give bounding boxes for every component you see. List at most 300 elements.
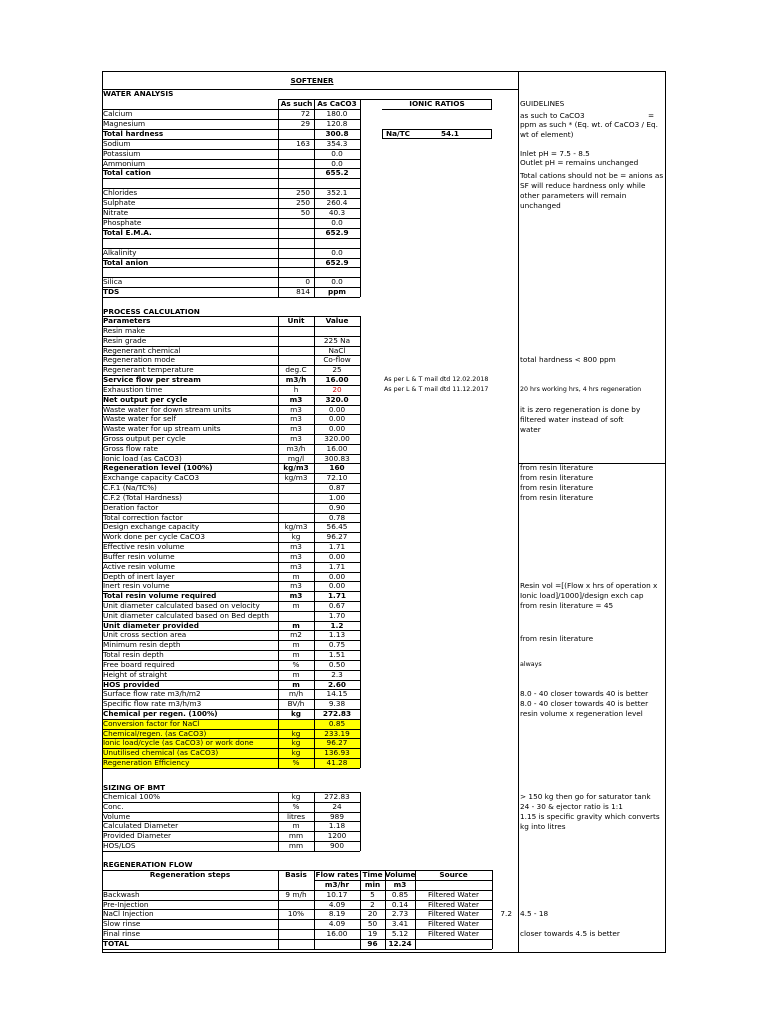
process-row-label: C.F.2 (Total Hardness) bbox=[103, 492, 182, 502]
regen-source: Filtered Water bbox=[428, 929, 479, 939]
water-as-caco3: 0.0 bbox=[331, 217, 343, 227]
water-as-such bbox=[278, 129, 310, 139]
process-row-value: 0.00 bbox=[328, 571, 346, 581]
water-as-caco3: 652.9 bbox=[325, 257, 349, 267]
process-row-unit bbox=[278, 513, 314, 523]
process-row-label: Ionic load/cycle (as CaCO3) or work done bbox=[103, 738, 254, 748]
process-row-value: 233.19 bbox=[324, 728, 350, 738]
water-as-caco3: 354.3 bbox=[326, 138, 348, 148]
water-as-caco3: 0.0 bbox=[331, 247, 343, 257]
bmt-col-divider-c bbox=[360, 792, 361, 851]
water-as-caco3: 260.4 bbox=[326, 198, 348, 208]
process-row-label: Regenerant temperature bbox=[103, 365, 194, 375]
water-as-such bbox=[278, 218, 310, 228]
hours-note: 20 hrs working hrs, 4 hrs regeneration bbox=[520, 385, 642, 393]
process-row-label: Exhaustion time bbox=[103, 384, 163, 394]
water-row-label: Total hardness bbox=[103, 128, 164, 138]
process-row-label: Total correction factor bbox=[103, 512, 183, 522]
regen-source: Filtered Water bbox=[428, 909, 479, 919]
process-row-value: 136.93 bbox=[324, 748, 350, 758]
water-row-label: Magnesium bbox=[103, 118, 146, 128]
process-row-unit bbox=[278, 326, 314, 336]
regen-col-divider bbox=[385, 870, 386, 949]
bmt-note-3: 1.15 is specific gravity which converts kg into litres bbox=[520, 812, 660, 831]
process-row-unit: m2 bbox=[290, 630, 302, 640]
bmt-row-label: Volume bbox=[103, 811, 131, 821]
regen-extra-value bbox=[492, 900, 512, 910]
water-as-caco3: 0.0 bbox=[331, 158, 343, 168]
bmt-row-label: Conc. bbox=[103, 801, 124, 811]
regen-flow-rate: 8.19 bbox=[328, 909, 346, 919]
process-row-label: Unutilised chemical (as CaCO3) bbox=[103, 748, 219, 758]
process-row-value: 0.78 bbox=[328, 512, 346, 522]
regen-source-header: Source bbox=[439, 870, 468, 879]
regen-basis bbox=[278, 919, 314, 929]
process-row-unit: m3 bbox=[290, 551, 302, 561]
bmt-row-value: 989 bbox=[330, 811, 344, 821]
bmt-row-value: 272.83 bbox=[324, 792, 350, 801]
process-row-unit: m bbox=[292, 620, 300, 630]
water-as-such: 250 bbox=[296, 188, 310, 198]
process-row-line bbox=[102, 768, 360, 769]
regen-flow-header: Flow rates bbox=[315, 870, 359, 879]
process-row-unit: m bbox=[292, 640, 300, 650]
as-caco3-header: As CaCO3 bbox=[317, 99, 357, 108]
regen-time-unit: min bbox=[364, 879, 381, 889]
water-as-such bbox=[278, 248, 310, 258]
process-row-value: 0.85 bbox=[328, 718, 346, 728]
process-row-unit: mg/l bbox=[287, 453, 305, 463]
bmt-row-label: Chemical 100% bbox=[103, 792, 161, 801]
bmt-row-value: 1200 bbox=[327, 831, 347, 841]
process-row-value: 320.0 bbox=[325, 394, 349, 404]
process-row-label: Waste water for down stream units bbox=[103, 404, 231, 414]
process-row-unit: kg/m3 bbox=[284, 522, 308, 532]
water-as-caco3: 180.0 bbox=[326, 109, 348, 118]
process-row-unit bbox=[278, 483, 314, 493]
water-as-caco3: 0.0 bbox=[331, 277, 343, 287]
process-row-unit: % bbox=[292, 758, 300, 768]
water-as-such bbox=[278, 178, 310, 188]
ionic-header-line bbox=[382, 109, 492, 110]
process-row-value: 1.71 bbox=[328, 561, 346, 571]
process-row-value: 0.90 bbox=[328, 502, 346, 512]
process-row-label: Total resin volume required bbox=[103, 591, 217, 601]
water-as-such: 0 bbox=[305, 277, 310, 287]
process-row-value: 1.70 bbox=[328, 610, 346, 620]
ionic-ratios-header: IONIC RATIOS bbox=[409, 99, 465, 108]
water-as-caco3: 40.3 bbox=[328, 208, 346, 217]
bmt-row-value: 1.18 bbox=[328, 821, 346, 831]
guideline-line3: Inlet pH = 7.5 - 8.5 bbox=[520, 149, 590, 158]
process-row-value: 96.27 bbox=[326, 738, 348, 748]
literature-note-1: from resin literature bbox=[520, 463, 594, 473]
regen-time: 50 bbox=[367, 919, 378, 929]
process-row-unit: m bbox=[292, 669, 300, 679]
water-as-caco3 bbox=[314, 178, 360, 188]
water-row-label: Sodium bbox=[103, 138, 131, 148]
regen-basis: 9 m/h bbox=[285, 889, 307, 899]
process-row-unit: kg bbox=[291, 738, 301, 748]
process-row-unit: m bbox=[292, 679, 300, 689]
water-row-label: Phosphate bbox=[103, 217, 142, 227]
process-row-value: 1.71 bbox=[328, 542, 346, 552]
bmt-row-unit: m bbox=[292, 821, 300, 831]
regen-volume-unit: m3 bbox=[393, 879, 407, 889]
water-row-label: Total cation bbox=[103, 168, 151, 178]
guideline-line4: Outlet pH = remains unchanged bbox=[520, 158, 639, 167]
guideline-line2: ppm as such * (Eq. wt. of CaCO3 / Eq. wt of element) bbox=[520, 120, 658, 139]
process-row-label: Conversion factor for NaCl bbox=[103, 718, 200, 728]
regen-volume: 5.12 bbox=[391, 929, 409, 939]
process-row-label: Height of straight bbox=[103, 669, 168, 679]
regen-step-label: NaCl Injection bbox=[103, 909, 154, 919]
regen-flow-rate: 10.17 bbox=[326, 889, 348, 899]
notes-column-divider bbox=[518, 71, 519, 953]
process-row-unit: m/h bbox=[288, 689, 304, 699]
literature-45-note: from resin literature = 45 bbox=[520, 600, 614, 610]
process-row-label: Resin grade bbox=[103, 335, 147, 345]
process-row-unit: m3 bbox=[289, 394, 303, 404]
guidelines-heading: GUIDELINES bbox=[520, 99, 565, 108]
regen-volume: 0.14 bbox=[391, 899, 409, 909]
process-row-label: Regenerant chemical bbox=[103, 345, 181, 355]
regen-col-divider bbox=[415, 870, 416, 949]
process-row-label: Active resin volume bbox=[103, 561, 176, 571]
water-as-such bbox=[278, 267, 310, 277]
process-row-unit: h bbox=[293, 384, 299, 394]
water-row-label bbox=[103, 238, 278, 248]
process-row-unit: m3 bbox=[290, 561, 302, 571]
process-row-label: Depth of inert layer bbox=[103, 571, 175, 581]
process-row-value: 0.00 bbox=[328, 414, 346, 424]
water-as-such: 250 bbox=[296, 198, 310, 208]
bmt-row-unit: kg bbox=[291, 792, 301, 801]
water-col-divider-c bbox=[360, 109, 361, 297]
water-row-label: TDS bbox=[103, 287, 120, 297]
process-row-value: 41.28 bbox=[326, 758, 348, 768]
process-row-label: C.F.1 (Na/TC%) bbox=[103, 483, 157, 493]
zero-regen-note: it is zero regeneration is done by filtered water instead of soft water bbox=[520, 404, 641, 434]
process-row-label: Deration factor bbox=[103, 502, 159, 512]
regen-flow-rate: 4.09 bbox=[328, 899, 346, 909]
water-row-label: Total anion bbox=[103, 257, 149, 267]
bmt-row-unit: mm bbox=[288, 831, 304, 841]
process-row-value: 0.00 bbox=[328, 581, 346, 591]
process-row-value: 0.00 bbox=[328, 551, 346, 561]
regen-note: closer towards 4.5 is better bbox=[520, 929, 620, 939]
water-as-caco3: 0.0 bbox=[331, 148, 343, 158]
water-as-such: 814 bbox=[296, 287, 310, 297]
process-row-unit: m bbox=[292, 571, 300, 581]
process-row-unit: m3 bbox=[290, 404, 302, 414]
process-row-unit: kg/m3 bbox=[284, 473, 308, 483]
bmt-col-divider-a bbox=[278, 792, 279, 851]
guideline-line1a: as such to CaCO3 bbox=[520, 111, 585, 120]
process-heading: PROCESS CALCULATION bbox=[103, 307, 200, 316]
process-col-divider-c bbox=[360, 316, 361, 768]
regen-extra-value bbox=[492, 890, 512, 900]
regen-step-label: Slow rinse bbox=[103, 919, 141, 929]
process-row-label: HOS provided bbox=[103, 679, 160, 689]
process-row-unit: m3 bbox=[290, 542, 302, 552]
process-row-value: 96.27 bbox=[326, 532, 348, 542]
water-as-such bbox=[278, 228, 310, 238]
guideline-line5: Total cations should not be = anions as SF will reduce hardness only while other parameters will remain unchanged bbox=[520, 171, 664, 210]
process-row-label: Minimum resin depth bbox=[103, 640, 181, 650]
hardness-note: total hardness < 800 ppm bbox=[520, 355, 616, 365]
always-note: always bbox=[520, 660, 542, 668]
process-row-label: Specific flow rate m3/h/m3 bbox=[103, 699, 202, 709]
process-row-unit: m3 bbox=[289, 591, 303, 601]
regen-source: Filtered Water bbox=[428, 899, 479, 909]
regen-row-line bbox=[102, 939, 492, 940]
bmt-row-label: Provided Diameter bbox=[103, 831, 172, 841]
literature-note-2: from resin literature bbox=[520, 473, 594, 483]
specific-flow-note: 8.0 - 40 closer towards 40 is better bbox=[520, 699, 649, 709]
process-row-unit: m3 bbox=[290, 434, 302, 444]
resin-volume-note: Resin vol =[(Flow x hrs of operation x Ionic load]/1000]/design exch cap bbox=[520, 581, 658, 601]
regen-total-label: TOTAL bbox=[103, 938, 129, 948]
process-row-label: Exchange capacity CaCO3 bbox=[103, 473, 200, 483]
process-row-value: 56.45 bbox=[326, 522, 348, 532]
water-col-divider-b bbox=[314, 109, 315, 297]
regen-extra-value bbox=[492, 919, 512, 929]
process-row-label: Inert resin volume bbox=[103, 581, 170, 591]
process-row-unit: kg bbox=[291, 748, 301, 758]
regen-note: 4.5 - 18 bbox=[520, 909, 549, 919]
process-row-unit bbox=[278, 719, 314, 729]
bmt-row-value: 24 bbox=[332, 801, 342, 811]
process-row-value: 0.67 bbox=[328, 600, 346, 610]
process-row-label: Chemical/regen. (as CaCO3) bbox=[103, 728, 207, 738]
process-row-value: 16.00 bbox=[326, 443, 348, 453]
process-row-value: 9.38 bbox=[328, 699, 346, 709]
process-row-value: 72.10 bbox=[326, 473, 348, 483]
process-row-label: Unit diameter provided bbox=[103, 620, 199, 630]
regen-flow-rate: 4.09 bbox=[328, 919, 346, 929]
process-row-value: 1.71 bbox=[327, 591, 346, 601]
water-as-such: 29 bbox=[300, 118, 310, 128]
water-row-label: Nitrate bbox=[103, 208, 129, 217]
bmt-row-label: HOS/LOS bbox=[103, 841, 136, 851]
process-row-label: Total resin depth bbox=[103, 650, 164, 660]
process-row-unit: m bbox=[292, 600, 300, 610]
surface-flow-note: 8.0 - 40 closer towards 40 is better bbox=[520, 689, 649, 699]
notes-separator-line bbox=[518, 463, 665, 464]
water-as-caco3: 652.9 bbox=[325, 227, 349, 237]
water-row-label bbox=[103, 178, 278, 188]
process-row-unit bbox=[278, 336, 314, 346]
regen-extra-value: 7.2 bbox=[500, 909, 512, 919]
process-row-label: Service flow per stream bbox=[103, 375, 201, 385]
regen-basis bbox=[278, 900, 314, 910]
process-row-label: Unit diameter calculated based on Bed depth bbox=[103, 610, 269, 620]
water-as-such: 50 bbox=[300, 208, 310, 217]
process-row-unit bbox=[278, 611, 314, 621]
regen-time: 20 bbox=[367, 909, 378, 919]
regen-source: Filtered Water bbox=[428, 919, 479, 929]
regen-time-header: Time bbox=[362, 870, 383, 879]
process-param-header: Parameters bbox=[103, 316, 151, 325]
bmt-row-unit: litres bbox=[286, 811, 306, 821]
process-row-value bbox=[314, 326, 360, 336]
process-row-label: Unit diameter calculated based on velocity bbox=[103, 600, 260, 610]
regen-step-label: Final rinse bbox=[103, 929, 141, 939]
process-row-label: Gross output per cycle bbox=[103, 434, 186, 444]
ionic-ratio-label: Na/TC bbox=[386, 128, 411, 138]
regen-source: Filtered Water bbox=[428, 889, 479, 899]
water-as-caco3: 300.8 bbox=[325, 128, 349, 138]
process-row-value: 16.00 bbox=[325, 375, 349, 385]
regen-time: 19 bbox=[367, 929, 378, 939]
process-row-label: Resin make bbox=[103, 326, 146, 335]
regen-volume: 2.73 bbox=[391, 909, 409, 919]
process-row-value: 0.75 bbox=[328, 640, 346, 650]
bmt-row-unit: % bbox=[292, 801, 300, 811]
process-row-unit: m3 bbox=[290, 581, 302, 591]
bmt-col-divider-b bbox=[314, 792, 315, 851]
regen-col-divider bbox=[278, 870, 279, 949]
process-row-unit: kg bbox=[290, 708, 302, 718]
water-row-label: Calcium bbox=[103, 109, 133, 118]
process-row-value: 14.15 bbox=[326, 689, 348, 699]
water-row-label: Silica bbox=[103, 277, 123, 287]
regen-total-volume: 12.24 bbox=[388, 938, 412, 948]
process-row-unit: % bbox=[292, 659, 300, 669]
process-row-value: NaCl bbox=[328, 345, 346, 355]
process-row-value: 2.60 bbox=[327, 679, 346, 689]
water-as-such bbox=[278, 149, 310, 159]
process-row-label: Regeneration mode bbox=[103, 355, 175, 365]
process-row-label: Effective resin volume bbox=[103, 542, 185, 552]
literature-note-4: from resin literature bbox=[520, 492, 594, 502]
literature-min-note: from resin literature bbox=[520, 634, 594, 644]
process-row-unit: m3 bbox=[290, 424, 302, 434]
process-row-value: 25 bbox=[332, 365, 342, 375]
bmt-row-value: 900 bbox=[330, 841, 344, 851]
process-row-unit bbox=[278, 493, 314, 503]
process-row-unit: kg bbox=[291, 728, 301, 738]
regen-volume-header: Volume bbox=[385, 870, 416, 879]
regen-time: 5 bbox=[370, 889, 375, 899]
process-col-divider-a bbox=[278, 316, 279, 768]
regen-steps-header: Regeneration steps bbox=[149, 870, 231, 879]
regen-total-time: 96 bbox=[367, 938, 378, 948]
process-row-label: Ionic load (as CaCO3) bbox=[103, 453, 182, 463]
process-row-label: Free board required bbox=[103, 659, 175, 669]
process-row-value: 0.50 bbox=[328, 659, 346, 669]
process-row-value: 0.87 bbox=[328, 483, 346, 493]
as-such-header: As such bbox=[280, 99, 313, 108]
literature-note-3: from resin literature bbox=[520, 483, 594, 493]
bmt-row-unit: mm bbox=[288, 841, 304, 851]
regen-row-line bbox=[102, 949, 492, 950]
ionic-ratio-cells bbox=[382, 129, 492, 139]
regen-time: 2 bbox=[370, 899, 375, 909]
water-row-label: Ammonium bbox=[103, 158, 146, 168]
mail-note-2: As per L & T mail dtd 11.12.2017 bbox=[384, 385, 489, 393]
process-row-value: 0.00 bbox=[328, 424, 346, 434]
regen-volume: 3.41 bbox=[391, 919, 409, 929]
process-row-label: Surface flow rate m3/h/m2 bbox=[103, 689, 201, 699]
chemical-note: resin volume x regeneration level bbox=[520, 708, 643, 718]
process-row-label: Regeneration Efficiency bbox=[103, 758, 190, 768]
bmt-heading: SIZING OF BMT bbox=[103, 783, 166, 792]
process-row-value: 0.00 bbox=[328, 404, 346, 414]
process-row-value: Co-flow bbox=[323, 355, 351, 365]
sheet-title: SOFTENER bbox=[290, 76, 334, 85]
regen-col-divider bbox=[314, 870, 315, 949]
process-row-label: Design exchange capacity bbox=[103, 522, 200, 532]
water-row-label: Chlorides bbox=[103, 188, 138, 198]
regen-step-label: Backwash bbox=[103, 889, 140, 899]
regen-basis: 10% bbox=[287, 909, 305, 919]
process-row-label: Buffer resin volume bbox=[103, 551, 175, 561]
water-as-such bbox=[278, 238, 310, 248]
process-row-unit: kg bbox=[291, 532, 301, 542]
process-row-label: Regeneration level (100%) bbox=[103, 463, 213, 473]
process-row-value: 1.00 bbox=[328, 492, 346, 502]
regen-col-divider bbox=[360, 870, 361, 949]
process-row-unit bbox=[278, 503, 314, 513]
bmt-row-label: Calculated Diameter bbox=[103, 821, 179, 831]
bmt-note-2: 24 - 30 & ejector ratio is 1:1 bbox=[520, 802, 623, 811]
water-as-caco3: ppm bbox=[327, 287, 347, 297]
process-row-value: 1.2 bbox=[330, 620, 344, 630]
process-row-label: Gross flow rate bbox=[103, 443, 159, 453]
water-as-such bbox=[278, 168, 310, 178]
water-as-caco3 bbox=[314, 238, 360, 248]
water-analysis-heading: WATER ANALYSIS bbox=[103, 89, 174, 98]
water-row-label: Sulphate bbox=[103, 198, 136, 208]
regen-heading: REGENERATION FLOW bbox=[103, 860, 193, 869]
water-row-label: Alkalinity bbox=[103, 247, 137, 257]
process-row-unit: deg.C bbox=[285, 365, 307, 375]
regen-basis bbox=[278, 929, 314, 939]
water-as-caco3 bbox=[314, 267, 360, 277]
process-row-label: Work done per cycle CaCO3 bbox=[103, 532, 205, 542]
regen-volume: 0.85 bbox=[391, 889, 409, 899]
process-row-label: Unit cross section area bbox=[103, 630, 187, 640]
regen-col-divider bbox=[102, 870, 103, 949]
mail-note-1: As per L & T mail dtd 12.02.2018 bbox=[384, 376, 489, 384]
process-row-label: Waste water for self bbox=[103, 414, 177, 424]
water-as-such: 163 bbox=[296, 138, 310, 148]
regen-step-label: Pre-Injection bbox=[103, 899, 149, 909]
process-value-header: Value bbox=[325, 316, 349, 325]
process-row-value: 160 bbox=[329, 463, 345, 473]
bmt-row-line bbox=[102, 851, 360, 852]
water-as-such: 72 bbox=[300, 109, 310, 118]
process-col-divider-b bbox=[314, 316, 315, 768]
process-row-unit: m bbox=[292, 650, 300, 660]
regen-extra-value bbox=[492, 929, 512, 939]
water-as-caco3: 352.1 bbox=[326, 188, 348, 198]
process-row-value: 1.51 bbox=[328, 650, 346, 660]
bmt-note-1: > 150 kg then go for saturator tank bbox=[520, 792, 651, 801]
water-as-caco3: 655.2 bbox=[325, 168, 349, 178]
process-row-unit bbox=[278, 355, 314, 365]
process-row-label: Net output per cycle bbox=[103, 394, 188, 404]
water-row-label bbox=[103, 267, 278, 277]
process-row-value: 2.3 bbox=[331, 669, 343, 679]
water-as-such bbox=[278, 258, 310, 268]
water-as-such bbox=[278, 159, 310, 169]
process-row-unit: m3 bbox=[290, 414, 302, 424]
process-row-unit: m3/h bbox=[285, 375, 307, 385]
regen-basis-header: Basis bbox=[285, 870, 307, 879]
